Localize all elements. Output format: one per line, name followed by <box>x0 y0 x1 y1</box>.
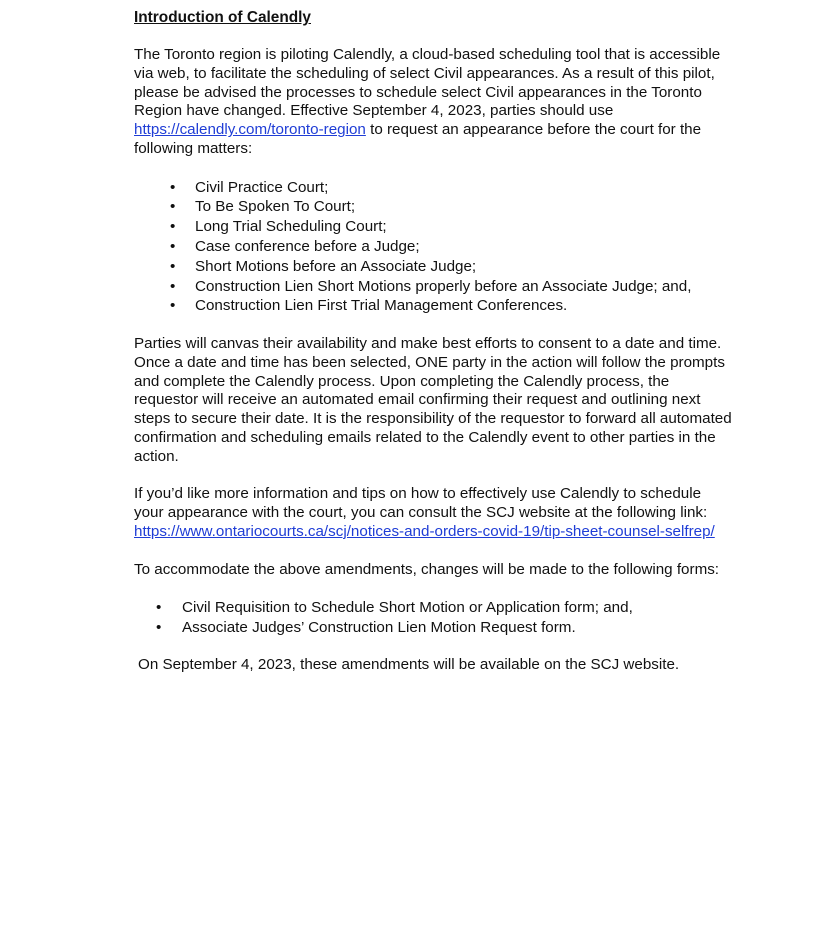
list-item <box>134 618 734 638</box>
intro-text: The Toronto region is piloting Calendly, a cloud-based scheduling tool that is accessible via web, to facilitate the scheduling of select Civil appearances. As a result of this pilot, please be advised the processes to schedule select Civil appearances in the Toronto Region have changed. Effective September 4, 2023, parties should use <box>134 46 721 120</box>
list-item <box>134 178 734 198</box>
bullet-icon: • <box>156 599 162 617</box>
info-paragraph <box>134 485 734 541</box>
bullet-icon: • <box>156 618 162 636</box>
list-item-text: To Be Spoken To Court; <box>195 198 356 216</box>
process-paragraph: Parties will canvas their availability and make best efforts to consent to a date and time. Once a date and time has been selected, ONE party in the action will follow the prompts and complete the Calendly process. Upon completing the Calendly process, the requestor will receive an automated email confirming their request and outlining next steps to secure their date. It is the responsibility of the requestor to forward all automated confirmation and scheduling emails related to the Calendly event to other parties in the action. <box>134 334 732 465</box>
list-item <box>134 598 734 618</box>
list-item <box>134 217 734 237</box>
bullet-icon: • <box>170 198 176 216</box>
bullet-icon: • <box>170 297 176 315</box>
list-item-text: Case conference before a Judge; <box>195 237 420 255</box>
list-item <box>134 296 734 316</box>
list-item-text: Long Trial Scheduling Court; <box>195 218 387 236</box>
info-text: If you’d like more information and tips on how to effectively use Calendly to schedule your appearance with the court, you can consult the SCJ website at the following link: <box>134 485 708 522</box>
scj-tip-sheet-link[interactable]: https://www.ontariocourts.ca/scj/notices-and-orders-covid-19/tip-sheet-counsel-selfrep/ <box>134 522 715 540</box>
forms-list <box>134 598 734 637</box>
list-item-text: Construction Lien Short Motions properly before an Associate Judge; and, <box>195 277 692 295</box>
bullet-icon: • <box>170 178 176 196</box>
list-item <box>134 237 734 257</box>
document-page <box>134 8 734 694</box>
intro-paragraph <box>134 46 734 159</box>
list-item-text: Construction Lien First Trial Management Conferences. <box>195 297 568 315</box>
list-item-text: Short Motions before an Associate Judge; <box>195 257 477 275</box>
list-item <box>134 197 734 217</box>
calendly-link[interactable]: https://calendly.com/toronto-region <box>134 121 366 139</box>
list-item-text: Civil Practice Court; <box>195 178 329 196</box>
bullet-icon: • <box>170 237 176 255</box>
list-item-text: Associate Judges’ Construction Lien Motion Request form. <box>182 618 576 636</box>
document-title: Introduction of Calendly <box>134 9 311 26</box>
bullet-icon: • <box>170 257 176 275</box>
bullet-icon: • <box>170 218 176 236</box>
intro-text-end: to request an appearance before the court for the following matters: <box>134 121 702 157</box>
list-item <box>134 277 734 297</box>
list-item <box>134 257 734 277</box>
bullet-icon: • <box>170 277 176 295</box>
closing-paragraph: On September 4, 2023, these amendments will be available on the SCJ website. <box>138 656 680 674</box>
list-item-text: Civil Requisition to Schedule Short Motion or Application form; and, <box>182 599 633 617</box>
matters-list <box>134 178 734 317</box>
forms-intro-paragraph: To accommodate the above amendments, changes will be made to the following forms: <box>134 560 720 578</box>
